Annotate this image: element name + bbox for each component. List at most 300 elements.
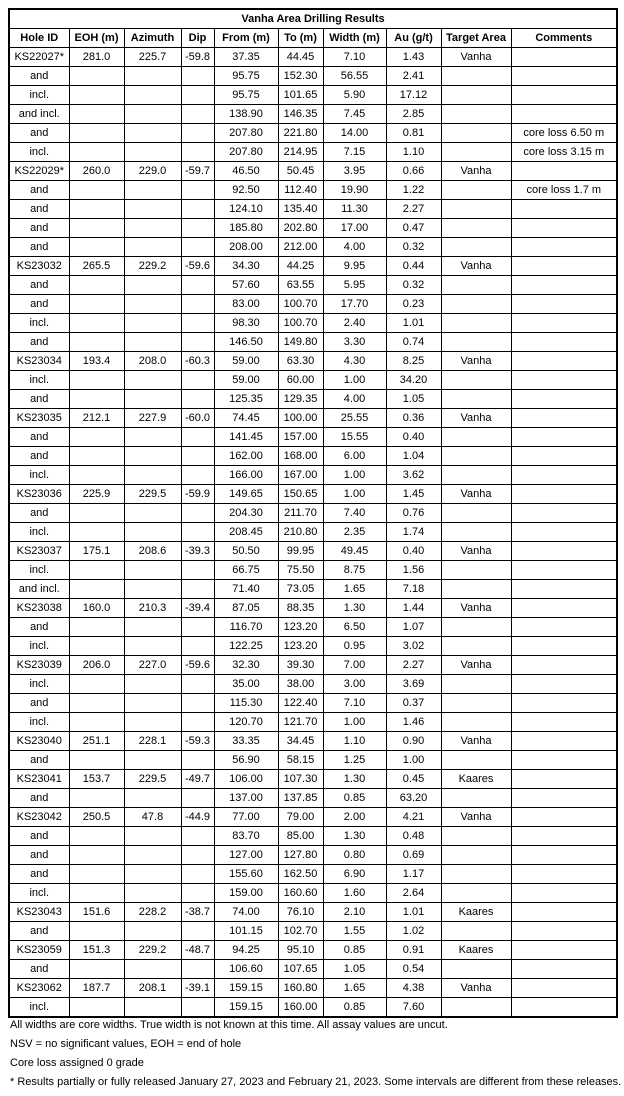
table-cell: 1.00 bbox=[323, 713, 386, 732]
table-row bbox=[9, 580, 617, 599]
table-cell: 107.30 bbox=[278, 770, 323, 789]
table-cell: 95.75 bbox=[214, 86, 278, 105]
table-cell: 160.80 bbox=[278, 979, 323, 998]
table-row bbox=[9, 865, 617, 884]
table-cell: 137.00 bbox=[214, 789, 278, 808]
table-cell: 167.00 bbox=[278, 466, 323, 485]
table-cell bbox=[511, 637, 617, 656]
table-cell: 47.8 bbox=[124, 808, 181, 827]
table-cell bbox=[181, 789, 214, 808]
table-cell bbox=[181, 276, 214, 295]
table-cell bbox=[441, 295, 511, 314]
table-cell: 123.20 bbox=[278, 618, 323, 637]
table-cell: 141.45 bbox=[214, 428, 278, 447]
table-cell bbox=[69, 922, 124, 941]
table-cell: Kaares bbox=[441, 941, 511, 960]
table-cell bbox=[181, 694, 214, 713]
table-cell bbox=[511, 808, 617, 827]
table-cell: 83.00 bbox=[214, 295, 278, 314]
table-row bbox=[9, 846, 617, 865]
table-cell bbox=[69, 580, 124, 599]
table-cell: KS23034 bbox=[9, 352, 69, 371]
table-cell bbox=[511, 922, 617, 941]
table-cell: Vanha bbox=[441, 48, 511, 67]
table-cell: 121.70 bbox=[278, 713, 323, 732]
table-cell: 0.37 bbox=[386, 694, 441, 713]
table-row bbox=[9, 162, 617, 181]
table-cell: 0.36 bbox=[386, 409, 441, 428]
table-cell: 7.00 bbox=[323, 656, 386, 675]
table-cell: 0.23 bbox=[386, 295, 441, 314]
table-cell: 125.35 bbox=[214, 390, 278, 409]
table-cell: core loss 6.50 m bbox=[511, 124, 617, 143]
table-cell: Vanha bbox=[441, 485, 511, 504]
table-cell: and incl. bbox=[9, 580, 69, 599]
table-cell: 3.95 bbox=[323, 162, 386, 181]
table-cell bbox=[124, 67, 181, 86]
table-cell: 17.70 bbox=[323, 295, 386, 314]
table-cell bbox=[124, 390, 181, 409]
table-cell bbox=[511, 314, 617, 333]
table-cell: 7.18 bbox=[386, 580, 441, 599]
table-cell bbox=[69, 314, 124, 333]
table-cell bbox=[511, 732, 617, 751]
table-cell bbox=[69, 86, 124, 105]
table-row bbox=[9, 922, 617, 941]
table-cell bbox=[441, 105, 511, 124]
column-header: Target Area bbox=[441, 29, 511, 48]
table-row bbox=[9, 884, 617, 903]
table-cell bbox=[441, 751, 511, 770]
table-cell: and bbox=[9, 865, 69, 884]
column-header: Au (g/t) bbox=[386, 29, 441, 48]
table-cell bbox=[511, 523, 617, 542]
table-cell bbox=[69, 789, 124, 808]
table-cell bbox=[441, 219, 511, 238]
table-cell: 100.00 bbox=[278, 409, 323, 428]
table-cell: and bbox=[9, 428, 69, 447]
table-cell bbox=[441, 390, 511, 409]
column-header: Width (m) bbox=[323, 29, 386, 48]
table-cell bbox=[511, 903, 617, 922]
table-cell: and bbox=[9, 789, 69, 808]
table-row bbox=[9, 409, 617, 428]
table-cell: 50.45 bbox=[278, 162, 323, 181]
table-cell: 159.15 bbox=[214, 979, 278, 998]
table-cell: incl. bbox=[9, 314, 69, 333]
table-cell: 38.00 bbox=[278, 675, 323, 694]
table-cell: -38.7 bbox=[181, 903, 214, 922]
table-cell: and bbox=[9, 200, 69, 219]
table-cell: 160.00 bbox=[278, 998, 323, 1018]
table-cell bbox=[124, 751, 181, 770]
table-cell: 106.00 bbox=[214, 770, 278, 789]
table-cell: 1.55 bbox=[323, 922, 386, 941]
table-cell: KS23042 bbox=[9, 808, 69, 827]
table-cell bbox=[511, 675, 617, 694]
table-cell: 1.30 bbox=[323, 827, 386, 846]
table-cell: 208.6 bbox=[124, 542, 181, 561]
table-cell: 0.91 bbox=[386, 941, 441, 960]
table-cell bbox=[441, 371, 511, 390]
table-cell: -44.9 bbox=[181, 808, 214, 827]
table-cell bbox=[511, 485, 617, 504]
table-cell: -59.7 bbox=[181, 162, 214, 181]
table-cell: KS22029* bbox=[9, 162, 69, 181]
table-cell bbox=[441, 466, 511, 485]
table-cell: 2.85 bbox=[386, 105, 441, 124]
table-cell: Kaares bbox=[441, 903, 511, 922]
table-cell: 0.80 bbox=[323, 846, 386, 865]
table-cell bbox=[124, 675, 181, 694]
table-cell bbox=[181, 181, 214, 200]
table-cell bbox=[124, 713, 181, 732]
table-cell: 227.0 bbox=[124, 656, 181, 675]
table-cell: 162.00 bbox=[214, 447, 278, 466]
table-cell: KS23037 bbox=[9, 542, 69, 561]
table-cell: 187.7 bbox=[69, 979, 124, 998]
table-cell: KS23038 bbox=[9, 599, 69, 618]
table-cell bbox=[511, 466, 617, 485]
table-cell bbox=[69, 618, 124, 637]
table-cell: 37.35 bbox=[214, 48, 278, 67]
table-cell: 1.05 bbox=[386, 390, 441, 409]
table-cell: 146.35 bbox=[278, 105, 323, 124]
table-cell: and bbox=[9, 504, 69, 523]
table-cell: 106.60 bbox=[214, 960, 278, 979]
table-cell: 1.65 bbox=[323, 580, 386, 599]
table-cell bbox=[69, 751, 124, 770]
table-cell: 227.9 bbox=[124, 409, 181, 428]
table-cell: 1.43 bbox=[386, 48, 441, 67]
table-row bbox=[9, 770, 617, 789]
table-cell: Vanha bbox=[441, 352, 511, 371]
table-row bbox=[9, 523, 617, 542]
table-cell: 202.80 bbox=[278, 219, 323, 238]
table-row bbox=[9, 314, 617, 333]
table-cell: 17.12 bbox=[386, 86, 441, 105]
table-cell bbox=[181, 846, 214, 865]
table-cell: 162.50 bbox=[278, 865, 323, 884]
table-cell bbox=[511, 751, 617, 770]
table-cell bbox=[181, 960, 214, 979]
table-cell bbox=[441, 675, 511, 694]
table-cell bbox=[69, 447, 124, 466]
table-cell: 1.01 bbox=[386, 903, 441, 922]
table-cell: and bbox=[9, 276, 69, 295]
table-cell bbox=[441, 637, 511, 656]
table-cell bbox=[441, 314, 511, 333]
table-cell: 208.00 bbox=[214, 238, 278, 257]
table-cell: 83.70 bbox=[214, 827, 278, 846]
table-cell: 127.00 bbox=[214, 846, 278, 865]
table-cell: 39.30 bbox=[278, 656, 323, 675]
table-cell bbox=[124, 276, 181, 295]
table-cell: 34.45 bbox=[278, 732, 323, 751]
table-cell bbox=[441, 333, 511, 352]
table-cell bbox=[441, 884, 511, 903]
table-cell bbox=[511, 238, 617, 257]
table-cell bbox=[69, 181, 124, 200]
table-cell: 1.10 bbox=[386, 143, 441, 162]
table-cell bbox=[511, 409, 617, 428]
table-cell: KS23035 bbox=[9, 409, 69, 428]
table-row bbox=[9, 960, 617, 979]
table-cell bbox=[124, 618, 181, 637]
table-cell bbox=[181, 523, 214, 542]
table-cell: 150.65 bbox=[278, 485, 323, 504]
table-cell: Vanha bbox=[441, 599, 511, 618]
table-cell: 124.10 bbox=[214, 200, 278, 219]
table-cell: 98.30 bbox=[214, 314, 278, 333]
drilling-results-table bbox=[8, 8, 618, 1018]
table-cell bbox=[69, 504, 124, 523]
table-cell: 74.45 bbox=[214, 409, 278, 428]
table-cell: Vanha bbox=[441, 162, 511, 181]
table-row bbox=[9, 656, 617, 675]
table-cell bbox=[69, 238, 124, 257]
table-cell: incl. bbox=[9, 884, 69, 903]
table-cell bbox=[181, 618, 214, 637]
table-cell bbox=[69, 960, 124, 979]
table-cell: 14.00 bbox=[323, 124, 386, 143]
table-cell: -59.6 bbox=[181, 257, 214, 276]
table-cell: 0.76 bbox=[386, 504, 441, 523]
table-cell: 5.90 bbox=[323, 86, 386, 105]
table-cell: core loss 3.15 m bbox=[511, 143, 617, 162]
table-cell: 1.45 bbox=[386, 485, 441, 504]
table-row bbox=[9, 732, 617, 751]
table-cell: 210.3 bbox=[124, 599, 181, 618]
table-cell: 56.90 bbox=[214, 751, 278, 770]
table-cell: incl. bbox=[9, 637, 69, 656]
table-cell: 211.70 bbox=[278, 504, 323, 523]
table-row bbox=[9, 618, 617, 637]
table-cell: 0.44 bbox=[386, 257, 441, 276]
table-cell: 208.1 bbox=[124, 979, 181, 998]
table-row bbox=[9, 238, 617, 257]
table-cell: Vanha bbox=[441, 656, 511, 675]
table-cell: 116.70 bbox=[214, 618, 278, 637]
table-cell: -49.7 bbox=[181, 770, 214, 789]
table-row bbox=[9, 257, 617, 276]
table-cell: 1.10 bbox=[323, 732, 386, 751]
table-cell: 168.00 bbox=[278, 447, 323, 466]
table-cell: 33.35 bbox=[214, 732, 278, 751]
table-cell: 4.38 bbox=[386, 979, 441, 998]
table-cell bbox=[181, 561, 214, 580]
table-cell: 2.10 bbox=[323, 903, 386, 922]
table-cell bbox=[511, 865, 617, 884]
table-cell: 153.7 bbox=[69, 770, 124, 789]
table-cell bbox=[181, 143, 214, 162]
table-cell: 1.04 bbox=[386, 447, 441, 466]
table-row bbox=[9, 390, 617, 409]
table-cell bbox=[511, 884, 617, 903]
table-row bbox=[9, 827, 617, 846]
table-cell: 0.85 bbox=[323, 789, 386, 808]
table-cell: 151.6 bbox=[69, 903, 124, 922]
table-cell: -48.7 bbox=[181, 941, 214, 960]
table-cell bbox=[511, 770, 617, 789]
table-cell: 46.50 bbox=[214, 162, 278, 181]
table-cell bbox=[124, 960, 181, 979]
table-cell: 0.48 bbox=[386, 827, 441, 846]
table-cell: 0.45 bbox=[386, 770, 441, 789]
table-cell: 159.15 bbox=[214, 998, 278, 1018]
table-cell bbox=[181, 86, 214, 105]
table-cell: 92.50 bbox=[214, 181, 278, 200]
table-cell: 1.25 bbox=[323, 751, 386, 770]
table-cell: 63.55 bbox=[278, 276, 323, 295]
table-cell: 49.45 bbox=[323, 542, 386, 561]
table-cell: 214.95 bbox=[278, 143, 323, 162]
table-cell bbox=[181, 105, 214, 124]
table-cell bbox=[69, 637, 124, 656]
table-cell: Vanha bbox=[441, 542, 511, 561]
table-cell: 25.55 bbox=[323, 409, 386, 428]
table-cell bbox=[441, 713, 511, 732]
table-cell bbox=[511, 580, 617, 599]
table-cell: 281.0 bbox=[69, 48, 124, 67]
table-cell: 1.02 bbox=[386, 922, 441, 941]
table-cell: 206.0 bbox=[69, 656, 124, 675]
table-cell: 151.3 bbox=[69, 941, 124, 960]
table-cell: incl. bbox=[9, 561, 69, 580]
table-cell: 1.00 bbox=[386, 751, 441, 770]
table-cell bbox=[511, 371, 617, 390]
table-cell: and bbox=[9, 960, 69, 979]
table-cell bbox=[511, 219, 617, 238]
table-cell bbox=[124, 371, 181, 390]
table-cell: KS23036 bbox=[9, 485, 69, 504]
table-cell: Vanha bbox=[441, 732, 511, 751]
table-row bbox=[9, 105, 617, 124]
table-cell: 250.5 bbox=[69, 808, 124, 827]
table-cell: 157.00 bbox=[278, 428, 323, 447]
table-cell bbox=[181, 998, 214, 1018]
table-cell: KS23032 bbox=[9, 257, 69, 276]
table-cell: 208.0 bbox=[124, 352, 181, 371]
table-cell: and bbox=[9, 124, 69, 143]
table-cell bbox=[441, 827, 511, 846]
table-row bbox=[9, 998, 617, 1018]
table-cell: 260.0 bbox=[69, 162, 124, 181]
table-cell: -60.3 bbox=[181, 352, 214, 371]
table-cell bbox=[124, 694, 181, 713]
table-cell: 1.56 bbox=[386, 561, 441, 580]
table-cell: 0.54 bbox=[386, 960, 441, 979]
table-cell: 251.1 bbox=[69, 732, 124, 751]
table-cell bbox=[69, 561, 124, 580]
table-cell bbox=[124, 504, 181, 523]
table-cell: and bbox=[9, 447, 69, 466]
table-cell: 100.70 bbox=[278, 314, 323, 333]
table-cell: 107.65 bbox=[278, 960, 323, 979]
table-cell: 0.81 bbox=[386, 124, 441, 143]
table-cell bbox=[124, 580, 181, 599]
table-cell: 44.45 bbox=[278, 48, 323, 67]
table-cell bbox=[441, 181, 511, 200]
table-cell bbox=[511, 390, 617, 409]
table-cell bbox=[69, 143, 124, 162]
footnote: NSV = no significant values, EOH = end of hole bbox=[10, 1038, 242, 1050]
table-cell: KS23043 bbox=[9, 903, 69, 922]
table-cell bbox=[441, 865, 511, 884]
table-cell bbox=[511, 257, 617, 276]
table-row bbox=[9, 561, 617, 580]
table-cell: 123.20 bbox=[278, 637, 323, 656]
footnotes bbox=[10, 1016, 622, 1092]
table-cell: 100.70 bbox=[278, 295, 323, 314]
table-cell: 58.15 bbox=[278, 751, 323, 770]
table-cell: and incl. bbox=[9, 105, 69, 124]
table-cell: 1.60 bbox=[323, 884, 386, 903]
table-cell: 160.0 bbox=[69, 599, 124, 618]
table-cell: 0.40 bbox=[386, 542, 441, 561]
table-cell bbox=[124, 922, 181, 941]
table-cell: -59.8 bbox=[181, 48, 214, 67]
table-cell: 228.1 bbox=[124, 732, 181, 751]
table-cell: and bbox=[9, 618, 69, 637]
table-cell: incl. bbox=[9, 713, 69, 732]
table-cell bbox=[181, 466, 214, 485]
table-cell: 4.00 bbox=[323, 238, 386, 257]
table-cell: 0.32 bbox=[386, 276, 441, 295]
table-cell bbox=[124, 637, 181, 656]
table-cell bbox=[511, 105, 617, 124]
table-cell: 193.4 bbox=[69, 352, 124, 371]
table-cell: 7.40 bbox=[323, 504, 386, 523]
table-cell: 6.90 bbox=[323, 865, 386, 884]
table-cell: 32.30 bbox=[214, 656, 278, 675]
table-cell: 0.47 bbox=[386, 219, 441, 238]
table-cell: 137.85 bbox=[278, 789, 323, 808]
table-cell bbox=[69, 865, 124, 884]
table-cell: 35.00 bbox=[214, 675, 278, 694]
table-cell bbox=[124, 295, 181, 314]
table-cell: 210.80 bbox=[278, 523, 323, 542]
table-cell bbox=[441, 200, 511, 219]
column-header: Comments bbox=[511, 29, 617, 48]
table-cell bbox=[124, 466, 181, 485]
table-row bbox=[9, 599, 617, 618]
table-row bbox=[9, 485, 617, 504]
table-cell: incl. bbox=[9, 371, 69, 390]
table-cell bbox=[511, 827, 617, 846]
table-cell bbox=[511, 352, 617, 371]
table-row bbox=[9, 542, 617, 561]
table-cell: KS23041 bbox=[9, 770, 69, 789]
table-cell: 101.65 bbox=[278, 86, 323, 105]
table-cell: 166.00 bbox=[214, 466, 278, 485]
table-cell: -59.9 bbox=[181, 485, 214, 504]
table-cell: KS23040 bbox=[9, 732, 69, 751]
table-cell: 73.05 bbox=[278, 580, 323, 599]
table-cell: 59.00 bbox=[214, 352, 278, 371]
table-cell bbox=[69, 295, 124, 314]
table-cell: -59.3 bbox=[181, 732, 214, 751]
table-cell: incl. bbox=[9, 998, 69, 1018]
table-cell: 17.00 bbox=[323, 219, 386, 238]
table-cell bbox=[69, 67, 124, 86]
table-cell: 4.30 bbox=[323, 352, 386, 371]
table-cell: 8.25 bbox=[386, 352, 441, 371]
table-row bbox=[9, 219, 617, 238]
table-cell bbox=[181, 333, 214, 352]
table-cell bbox=[69, 998, 124, 1018]
table-title: Vanha Area Drilling Results bbox=[9, 9, 617, 29]
